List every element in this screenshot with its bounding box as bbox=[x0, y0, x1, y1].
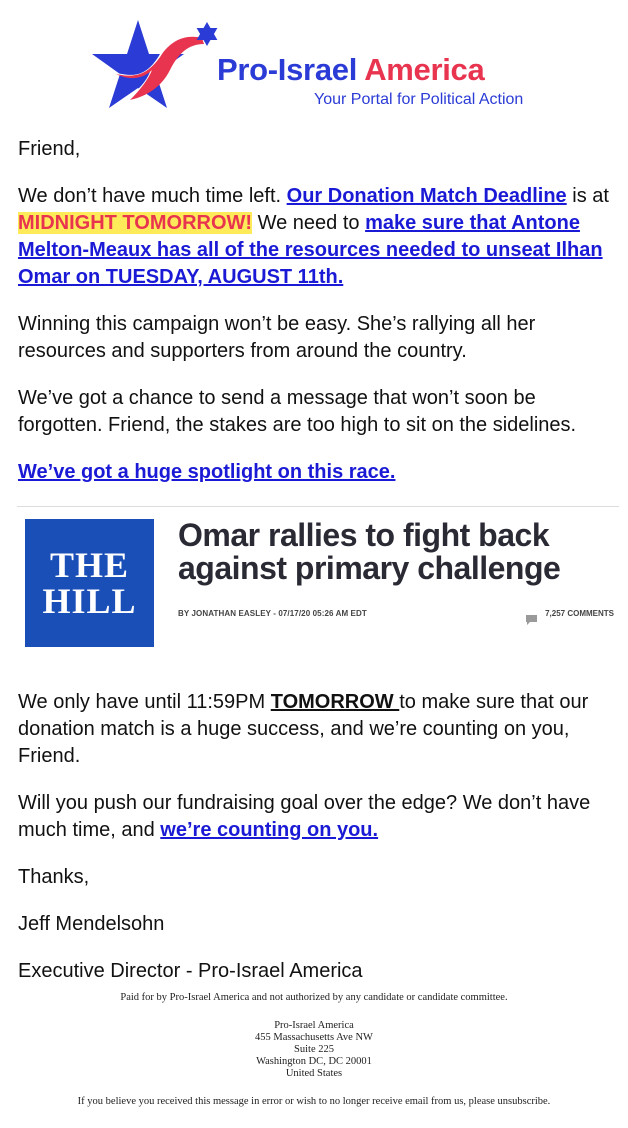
midnight-tomorrow-highlight: MIDNIGHT TOMORROW! bbox=[18, 212, 253, 234]
the-hill-logo: THE HILL bbox=[25, 519, 154, 647]
brand-logo[interactable] bbox=[90, 14, 550, 120]
article-headline: Omar rallies to fight back against primary challenge bbox=[178, 517, 561, 586]
footer bbox=[0, 992, 628, 1108]
star-check-icon bbox=[90, 14, 220, 120]
paragraph-tomorrow: We only have until 11:59PM TOMORROW to make sure that our donation match is a huge success, and we’re counting on you, Friend. bbox=[18, 691, 589, 767]
article-byline: BY JONATHAN EASLEY - 07/17/20 05:26 AM EDT bbox=[178, 609, 367, 618]
paid-for-disclaimer: Paid for by Pro-Israel America and not authorized by any candidate or candidate committee. bbox=[120, 992, 508, 1003]
comment-bubble-icon bbox=[526, 609, 537, 618]
spotlight-link[interactable]: We’ve got a huge spotlight on this race. bbox=[18, 461, 396, 483]
greeting: Friend, bbox=[18, 138, 81, 160]
the-hill-article-image[interactable] bbox=[18, 507, 618, 669]
signer-name: Jeff Mendelsohn bbox=[18, 913, 165, 935]
article-comments: 7,257 COMMENTS bbox=[526, 600, 614, 627]
brand-tagline: Your Portal for Political Action bbox=[314, 91, 524, 108]
signer-title: Executive Director - Pro-Israel America bbox=[18, 960, 363, 982]
donation-match-deadline-link[interactable]: Our Donation Match Deadline bbox=[286, 185, 567, 207]
paragraph-deadline: We don’t have much time left. Our Donation Match Deadline is at MIDNIGHT TOMORROW! We need to make sure that Antone Melton-Meaux has all of the resources needed to unseat Ilhan Omar on TUESDAY, AUGUST 11th. bbox=[18, 185, 609, 288]
paragraph-spotlight bbox=[18, 459, 618, 486]
tomorrow-emphasis: TOMORROW bbox=[270, 691, 400, 713]
paragraph-campaign: Winning this campaign won’t be easy. She’s rallying all her resources and supporters from around the country. bbox=[18, 313, 536, 362]
mailing-address: Pro-Israel America 455 Massachusetts Ave NW Suite 225 Washington DC, DC 20001 United States bbox=[255, 1020, 373, 1079]
email-body bbox=[18, 136, 618, 1005]
paragraph-message: We’ve got a chance to send a message that won’t soon be forgotten. Friend, the stakes are too high to sit on the sidelines. bbox=[18, 387, 577, 436]
signoff: Thanks, bbox=[18, 866, 90, 888]
paragraph-goal: Will you push our fundraising goal over the edge? We don’t have much time, and we’re counting on you. bbox=[18, 792, 591, 841]
unsubscribe-notice[interactable]: If you believe you received this message in error or wish to no longer receive email from us, please unsubscribe. bbox=[77, 1096, 551, 1107]
counting-on-you-link[interactable]: we’re counting on you. bbox=[160, 819, 379, 841]
resources-link[interactable]: make sure that Antone Melton-Meaux has all of the resources needed to unseat Ilhan Omar on TUESDAY, AUGUST 11th. bbox=[18, 212, 603, 288]
brand-title: Pro-Israel America bbox=[217, 52, 485, 87]
